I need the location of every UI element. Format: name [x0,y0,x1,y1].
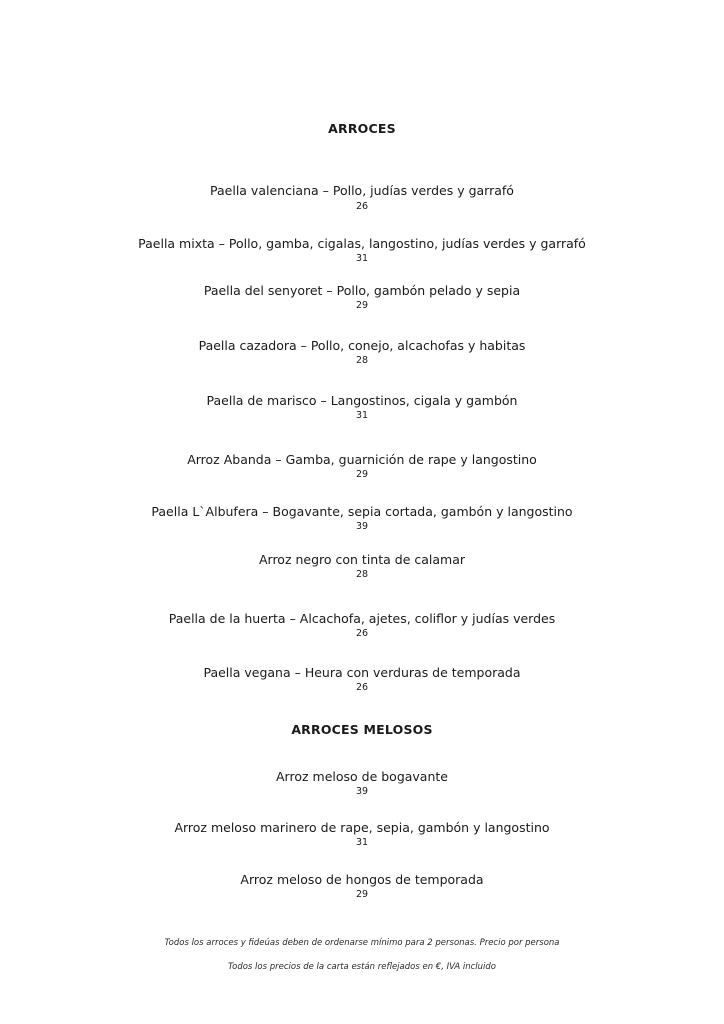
menu-item-name: Paella L`Albufera – Bogavante, sepia cortada, gambón y langostino [151,504,573,519]
menu-item-name: Paella de marisco – Langostinos, cigala y gambón [206,393,518,408]
menu-item-price: 31 [355,253,369,264]
menu-item-price: 28 [355,569,369,580]
menu-item-name: Paella mixta – Pollo, gamba, cigalas, langostino, judías verdes y garrafó [138,236,586,251]
menu-item-price: 26 [355,628,369,639]
menu-item-price: 29 [355,889,369,900]
section-title-arroces: ARROCES [328,121,396,136]
section-title-arroces-melosos: ARROCES MELOSOS [291,722,433,737]
menu-item-name: Paella vegana – Heura con verduras de temporada [203,665,521,680]
menu-item-price: 26 [355,201,369,212]
menu-item-name: Arroz meloso de bogavante [276,769,448,784]
menu-item-name: Arroz meloso de hongos de temporada [240,872,484,887]
footer-note-minimum: Todos los arroces y fideúas deben de ordenarse mínimo para 2 personas. Precio por persona [164,938,560,948]
menu-item-price: 28 [355,355,369,366]
menu-item-name: Paella del senyoret – Pollo, gambón pelado y sepia [203,283,521,298]
menu-item-price: 31 [355,410,369,421]
footer-note-prices: Todos los precios de la carta están reflejados en €, IVA incluido [227,962,496,972]
menu-item-price: 39 [355,786,369,797]
menu-item-price: 39 [355,521,369,532]
menu-item-name: Paella cazadora – Pollo, conejo, alcachofas y habitas [198,338,526,353]
menu-item-price: 29 [355,469,369,480]
menu-item-price: 31 [355,837,369,848]
menu-item-name: Arroz meloso marinero de rape, sepia, gambón y langostino [174,820,550,835]
menu-item-name: Arroz negro con tinta de calamar [258,552,466,567]
menu-item-price: 26 [355,682,369,693]
menu-item-name: Paella valenciana – Pollo, judías verdes y garrafó [210,183,514,198]
menu-item-price: 29 [355,300,369,311]
menu-item-name: Arroz Abanda – Gamba, guarnición de rape y langostino [187,452,537,467]
menu-item-name: Paella de la huerta – Alcachofa, ajetes, coliflor y judías verdes [168,611,556,626]
